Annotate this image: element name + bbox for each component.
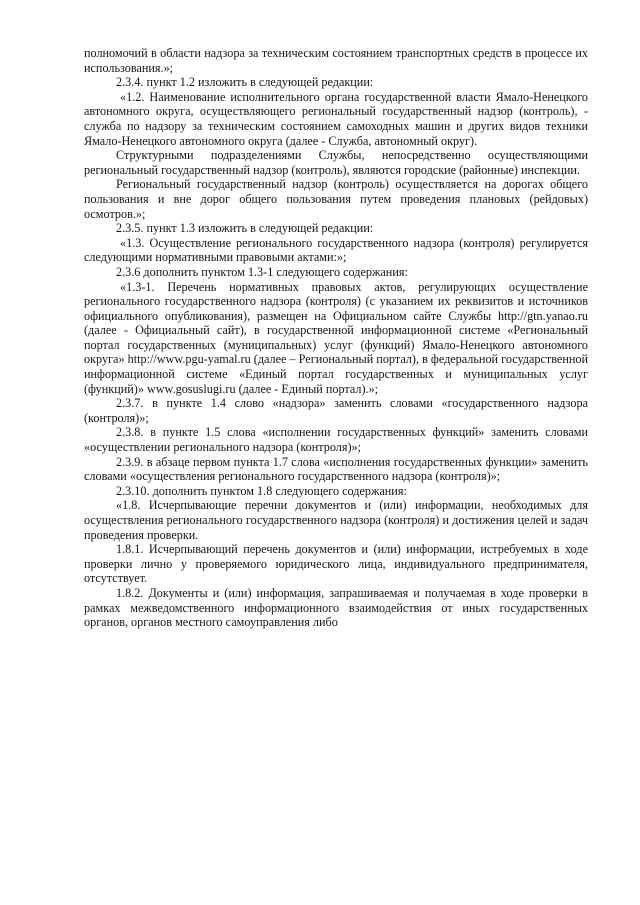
paragraph-12: 2.3.9. в абзаце первом пункта 1.7 слова «исполнения государственных функции» заменить словами «осуществления регионального государственного надзора (контроля)»;	[84, 454, 588, 484]
paragraph-10: 2.3.7. в пункте 1.4 слово «надзора» заменить словами «государственного надзора (контроля)»;	[84, 396, 588, 425]
paragraph-8: 2.3.6 дополнить пунктом 1.3-1 следующего содержания:	[116, 264, 408, 279]
paragraph-6: 2.3.5. пункт 1.3 изложить в следующей редакции:	[116, 221, 374, 236]
paragraph-7: «1.3. Осуществление регионального государственного надзора (контроля) регулируется следующими нормативными правовыми актами:»;	[84, 235, 588, 265]
paragraph-2: 2.3.4. пункт 1.2 изложить в следующей редакции:	[116, 75, 374, 90]
paragraph-11: 2.3.8. в пункте 1.5 слова «исполнении государственных функций» заменить словами «осуществлении регионального надзора (контроля)»;	[84, 425, 588, 455]
paragraph-3: «1.2. Наименование исполнительного органа государственной власти Ямало-Ненецкого автономного округа, осуществляющего региональный государственный надзор (контроль), - служба по надзору за техническим состоянием самоходных машин и других видов техники Ямало-Ненецкого автономного округа (далее - Служба, автономный округ).	[84, 89, 588, 148]
paragraph-9: «1.3-1. Перечень нормативных правовых актов, регулирующих осуществление регионального государственного надзора (контроля) (с указанием их реквизитов и источников официального опубликования), размещен на Официальном сайте Службы http://gtn.yanao.ru (далее - Официальный сайт), в государственной информационной системе «Региональный портал государственных (муниципальных) услуг (функций) Ямало-Ненецкого автономного округа» http://www.pgu-yamal.ru (далее – Региональный портал), в федеральной государственной информационной системе «Единый портал государственных и муниципальных услуг (функций)» www.gosuslugi.ru (далее - Единый портал).»;	[84, 279, 588, 396]
paragraph-15: 1.8.1. Исчерпывающий перечень документов и (или) информации, истребуемых в ходе проверки лично у проверяемого юридического лица, индивидуального предпринимателя, отсутствует.	[84, 542, 588, 586]
paragraph-14: «1.8. Исчерпывающие перечни документов и (или) информации, необходимых для осуществления регионального государственного надзора (контроля) и достижения целей и задач проведения проверки.	[84, 498, 588, 542]
paragraph-16: 1.8.2. Документы и (или) информация, запрашиваемая и получаемая в ходе проверки в рамках межведомственного информационного взаимодействия от иных государственных органов, органов местного самоуправления либо	[84, 585, 588, 630]
paragraph-13: 2.3.10. дополнить пунктом 1.8 следующего содержания:	[116, 483, 407, 498]
paragraph-5: Региональный государственный надзор (контроль) осуществляется на дорогах общего пользования и вне дорог общего пользования путем проведения плановых (рейдовых) осмотров.»;	[84, 177, 588, 221]
paragraph-4: Структурными подразделениями Службы, непосредственно осуществляющими региональный государственный надзор (контроль), являются городские (районные) инспекции.	[84, 148, 588, 177]
paragraph-1: полномочий в области надзора за техническим состоянием транспортных средств в процессе их использования.»;	[84, 46, 588, 75]
